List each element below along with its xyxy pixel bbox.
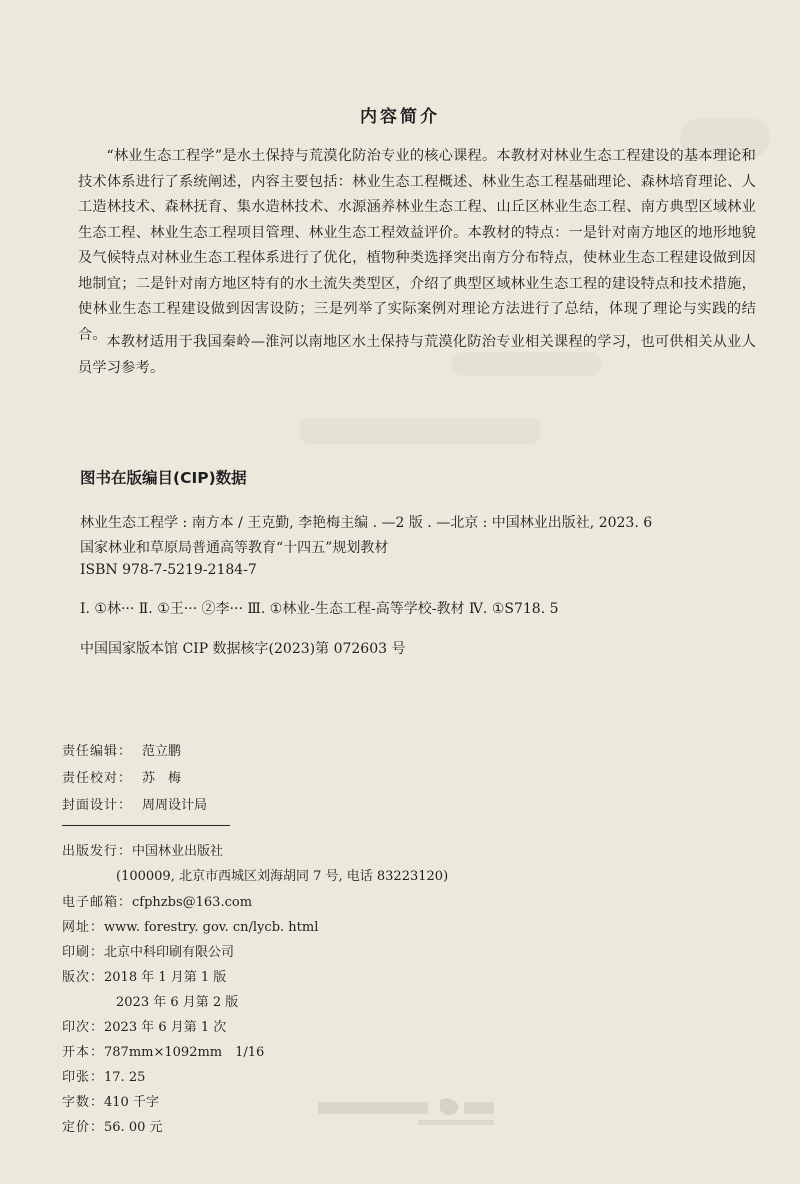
pub-impression-value: 2023 年 6 月第 1 次	[104, 1020, 227, 1035]
cip-isbn: ISBN 978-7-5219-2184-7	[80, 562, 257, 578]
cip-heading: 图书在版编目(CIP)数据	[80, 469, 247, 487]
pub-format-value: 787mm×1092mm 1/16	[104, 1045, 265, 1060]
cip-classification: Ⅰ. ①林··· Ⅱ. ①王··· ②李··· Ⅲ. ①林业-生态工程-高等学校-教材 Ⅳ. ①S718. 5	[80, 601, 559, 617]
cip-title-line: 林业生态工程学 : 南方本 / 王克勤, 李艳梅主编 . —2 版 . —北京 : 中国林业出版社, 2023. 6	[80, 515, 653, 531]
pub-printer	[62, 941, 234, 960]
pub-impression-label: 印次：	[62, 1020, 105, 1035]
intro-paragraph-1: “林业生态工程学”是水土保持与荒漠化防治专业的核心课程。本教材对林业生态工程建设的基本理论和技术体系进行了系统阐述，内容主要包括：林业生态工程概述、林业生态工程基础理论、森林培育理论、人工造林技术、森林抚育、集水造林技术、水源涵养林业生态工程、山丘区林业生态工程、南方典型区域林业生态工程、林业生态工程项目管理、林业生态工程效益评价。本教材的特点：一是针对南方地区的地形地貌及气候特点对林业生态工程体系进行了优化，植物种类选择突出南方分布特点，使林业生态工程建设做到因地制宜；二是针对南方地区特有的水土流失类型区，介绍了典型区域林业生态工程的建设特点和技术措施，使林业生态工程建设做到因害设防；三是列举了实际案例对理论方法进行了总结，体现了理论与实践的结合。	[78, 148, 756, 343]
intro-paragraph-2: 本教材适用于我国秦岭—淮河以南地区水土保持与荒漠化防治专业相关课程的学习，也可供相关从业人员学习参考。	[78, 334, 756, 376]
divider-rule	[62, 825, 230, 826]
pub-word-count	[62, 1091, 159, 1110]
pub-printer-value: 北京中科印刷有限公司	[104, 945, 235, 960]
pub-impression	[62, 1016, 226, 1035]
pub-email-label: 电子邮箱：	[62, 895, 133, 910]
bleed-through-editors	[300, 418, 540, 444]
pub-publisher-value: 中国林业出版社	[132, 844, 224, 859]
pub-publisher-label: 出版发行：	[62, 844, 133, 859]
credit-editor-value: 范立鹏	[142, 744, 182, 759]
credit-cover-value: 周周设计局	[142, 798, 208, 813]
pub-website-label: 网址：	[62, 920, 105, 935]
pub-edition-second: 2023 年 6 月第 2 版	[116, 995, 239, 1010]
credit-editor-label: 责任编辑：	[62, 744, 133, 759]
pub-words-value: 410 千字	[104, 1095, 159, 1110]
pub-website	[62, 916, 318, 935]
pub-sheets-label: 印张：	[62, 1070, 105, 1085]
cip-record-number: 中国国家版本馆 CIP 数据核字(2023)第 072603 号	[80, 641, 406, 657]
pub-format-label: 开本：	[62, 1045, 105, 1060]
pub-sheets-value: 17. 25	[104, 1070, 146, 1085]
pub-email	[62, 891, 252, 910]
pub-website-value: www. forestry. gov. cn/lycb. html	[104, 920, 319, 935]
credit-cover-label: 封面设计：	[62, 798, 133, 813]
pub-address: (100009, 北京市西城区刘海胡同 7 号, 电话 83223120)	[116, 869, 449, 884]
credit-proofreader-label: 责任校对：	[62, 771, 133, 786]
pub-edition-first: 2018 年 1 月第 1 版	[104, 970, 227, 985]
pub-edition	[62, 966, 226, 985]
intro-title: 内容简介	[360, 107, 440, 127]
pub-edition-label: 版次：	[62, 970, 105, 985]
pub-price-label: 定价：	[62, 1120, 105, 1135]
pub-price-value: 56. 00 元	[104, 1120, 163, 1135]
credit-proofreader	[62, 767, 181, 786]
pub-sheets	[62, 1066, 145, 1085]
credit-cover-design	[62, 794, 207, 813]
pub-publisher	[62, 840, 223, 859]
pub-price	[62, 1116, 163, 1135]
credit-proofreader-value: 苏 梅	[142, 771, 182, 786]
publisher-logo-watermark-icon	[318, 1096, 498, 1136]
cip-series-line: 国家林业和草原局普通高等教育“十四五”规划教材	[80, 540, 389, 556]
credit-editor	[62, 740, 181, 759]
pub-format	[62, 1041, 264, 1060]
pub-printer-label: 印刷：	[62, 945, 105, 960]
pub-email-value: cfphzbs@163.com	[132, 895, 253, 910]
pub-words-label: 字数：	[62, 1095, 105, 1110]
